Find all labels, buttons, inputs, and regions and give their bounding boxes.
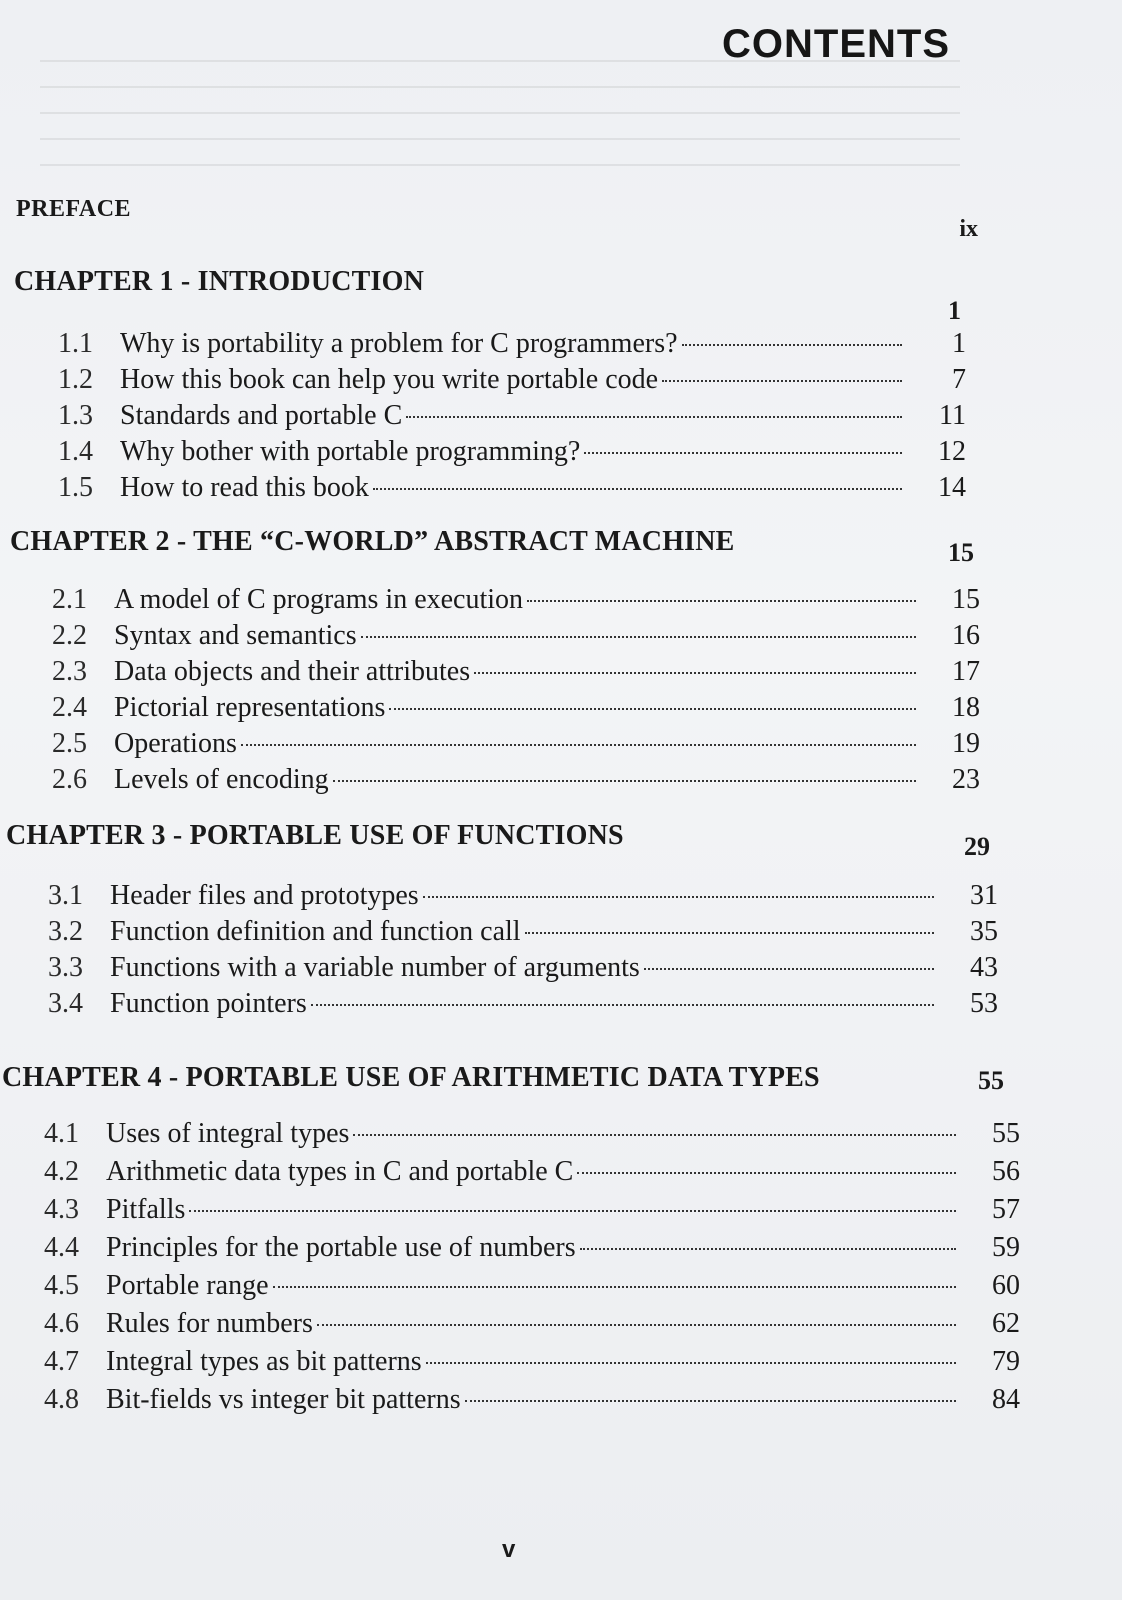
section-title: Bit-fields vs integer bit patterns — [106, 1384, 461, 1415]
section-number: 3.3 — [48, 952, 83, 983]
section-title: Why bother with portable programming? — [120, 436, 581, 467]
dot-leader — [389, 708, 916, 710]
section-title: Integral types as bit patterns — [106, 1346, 422, 1377]
section-title: Arithmetic data types in C and portable C — [106, 1156, 574, 1187]
section-number: 4.2 — [44, 1156, 79, 1187]
dot-leader — [311, 1004, 934, 1006]
chapter-1 — [0, 266, 1122, 506]
section-page-number: 18 — [952, 692, 980, 723]
dot-leader — [644, 968, 934, 970]
chapter-title: CHAPTER 3 - PORTABLE USE OF FUNCTIONS — [6, 820, 624, 851]
section-number: 2.1 — [52, 584, 87, 615]
section-number: 1.5 — [58, 472, 93, 503]
section-title: Uses of integral types — [106, 1118, 350, 1149]
chapter-entries — [44, 1116, 1020, 1420]
page-folio: v — [502, 1536, 516, 1563]
chapter-page-number: 29 — [964, 832, 990, 861]
section-number: 4.3 — [44, 1194, 79, 1225]
chapter-heading — [0, 1062, 1122, 1106]
section-page-number: 16 — [952, 620, 980, 651]
chapter-heading — [0, 526, 1122, 570]
section-page-number: 1 — [952, 328, 966, 359]
section-page-number: 56 — [992, 1156, 1020, 1187]
toc-entry — [48, 914, 998, 950]
dot-leader — [527, 600, 916, 602]
chapter-page-number: 55 — [978, 1066, 1004, 1095]
page-title: CONTENTS — [722, 22, 950, 66]
section-page-number: 12 — [938, 436, 966, 467]
chapter-title: CHAPTER 1 - INTRODUCTION — [14, 266, 425, 297]
dot-leader — [662, 380, 902, 382]
toc-entry — [44, 1344, 1020, 1382]
section-page-number: 31 — [970, 880, 998, 911]
toc-entry — [52, 762, 980, 798]
section-page-number: 14 — [938, 472, 966, 503]
section-number: 4.6 — [44, 1308, 79, 1339]
toc-entry — [44, 1154, 1020, 1192]
section-page-number: 17 — [952, 656, 980, 687]
toc-entry — [58, 362, 966, 398]
chapter-title: CHAPTER 2 - THE “C-WORLD” ABSTRACT MACHINE — [10, 526, 735, 557]
chapter-page-number: 1 — [948, 296, 961, 325]
dot-leader — [353, 1134, 956, 1136]
chapter-3 — [0, 820, 1122, 1022]
toc-entry — [44, 1192, 1020, 1230]
section-title: Portable range — [106, 1270, 269, 1301]
section-page-number: 19 — [952, 728, 980, 759]
dot-leader — [273, 1286, 957, 1288]
section-number: 1.1 — [58, 328, 93, 359]
section-page-number: 57 — [992, 1194, 1020, 1225]
section-title: Header files and prototypes — [110, 880, 419, 911]
chapter-4 — [0, 1062, 1122, 1420]
section-title: How to read this book — [120, 472, 369, 503]
toc-entry — [58, 434, 966, 470]
chapter-entries — [58, 326, 966, 506]
dot-leader — [423, 896, 934, 898]
section-title: Levels of encoding — [114, 764, 329, 795]
section-title: Pitfalls — [106, 1194, 186, 1225]
section-number: 2.2 — [52, 620, 87, 651]
chapter-entries — [52, 582, 980, 798]
section-page-number: 23 — [952, 764, 980, 795]
section-page-number: 7 — [952, 364, 966, 395]
section-page-number: 43 — [970, 952, 998, 983]
dot-leader — [465, 1400, 956, 1402]
section-page-number: 62 — [992, 1308, 1020, 1339]
toc-entry — [48, 878, 998, 914]
dot-leader — [577, 1172, 956, 1174]
toc-entry — [48, 950, 998, 986]
toc-entry — [44, 1306, 1020, 1344]
chapter-page-number: 15 — [948, 538, 974, 567]
dot-leader — [373, 488, 902, 490]
dot-leader — [580, 1248, 956, 1250]
section-title: Functions with a variable number of arguments — [110, 952, 640, 983]
chapter-heading — [0, 820, 1122, 864]
dot-leader — [241, 744, 916, 746]
section-title: Operations — [114, 728, 237, 759]
toc-entry — [44, 1116, 1020, 1154]
toc-entry — [52, 582, 980, 618]
section-number: 4.7 — [44, 1346, 79, 1377]
dot-leader — [682, 344, 902, 346]
toc-entry — [58, 326, 966, 362]
dot-leader — [426, 1362, 956, 1364]
section-number: 1.4 — [58, 436, 93, 467]
section-title: Function pointers — [110, 988, 307, 1019]
section-number: 2.5 — [52, 728, 87, 759]
toc-entry — [52, 690, 980, 726]
section-number: 3.2 — [48, 916, 83, 947]
section-page-number: 60 — [992, 1270, 1020, 1301]
section-title: Syntax and semantics — [114, 620, 357, 651]
dot-leader — [333, 780, 916, 782]
section-page-number: 15 — [952, 584, 980, 615]
section-number: 1.3 — [58, 400, 93, 431]
section-number: 1.2 — [58, 364, 93, 395]
section-number: 2.3 — [52, 656, 87, 687]
toc-entry — [52, 618, 980, 654]
section-title: How this book can help you write portable code — [120, 364, 659, 395]
dot-leader — [189, 1210, 956, 1212]
toc-entry — [52, 726, 980, 762]
section-number: 4.8 — [44, 1384, 79, 1415]
toc-entry — [58, 470, 966, 506]
section-page-number: 55 — [992, 1118, 1020, 1149]
dot-leader — [317, 1324, 956, 1326]
section-title: Pictorial representations — [114, 692, 386, 723]
section-number: 2.6 — [52, 764, 87, 795]
section-title: Standards and portable C — [120, 400, 403, 431]
section-number: 3.4 — [48, 988, 83, 1019]
section-number: 3.1 — [48, 880, 83, 911]
section-page-number: 79 — [992, 1346, 1020, 1377]
chapter-entries — [48, 878, 998, 1022]
dot-leader — [525, 932, 934, 934]
section-page-number: 84 — [992, 1384, 1020, 1415]
section-title: Function definition and function call — [110, 916, 521, 947]
section-title: Why is portability a problem for C programmers? — [120, 328, 678, 359]
section-number: 2.4 — [52, 692, 87, 723]
preface-page-number: ix — [959, 216, 978, 242]
section-number: 4.4 — [44, 1232, 79, 1263]
toc-entry — [58, 398, 966, 434]
toc-entry — [44, 1230, 1020, 1268]
section-page-number: 11 — [939, 400, 966, 431]
section-number: 4.5 — [44, 1270, 79, 1301]
preface-title: PREFACE — [16, 196, 132, 222]
section-title: A model of C programs in execution — [114, 584, 524, 615]
section-page-number: 35 — [970, 916, 998, 947]
chapter-2 — [0, 526, 1122, 798]
section-number: 4.1 — [44, 1118, 79, 1149]
chapter-title: CHAPTER 4 - PORTABLE USE OF ARITHMETIC DATA TYPES — [2, 1062, 820, 1093]
toc-entry — [52, 654, 980, 690]
show-through-text — [40, 60, 960, 180]
preface-row — [16, 196, 978, 246]
dot-leader — [406, 416, 902, 418]
section-title: Principles for the portable use of numbers — [106, 1232, 576, 1263]
toc-entry — [44, 1268, 1020, 1306]
section-title: Data objects and their attributes — [114, 656, 471, 687]
dot-leader — [361, 636, 916, 638]
dot-leader — [584, 452, 902, 454]
section-title: Rules for numbers — [106, 1308, 313, 1339]
toc-entry — [44, 1382, 1020, 1420]
toc-entry — [48, 986, 998, 1022]
chapter-heading — [0, 266, 1122, 325]
section-page-number: 53 — [970, 988, 998, 1019]
section-page-number: 59 — [992, 1232, 1020, 1263]
dot-leader — [474, 672, 916, 674]
